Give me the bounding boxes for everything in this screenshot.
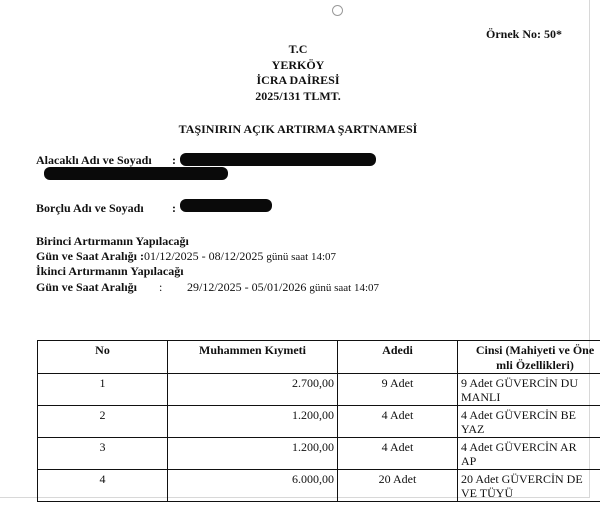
second-auction-dates: 29/12/2025 - 05/01/2026 xyxy=(187,280,307,294)
document-title: TAŞINIRIN AÇIK ARTIRMA ŞARTNAMESİ xyxy=(178,122,418,136)
header-qty: Adedi xyxy=(338,341,458,374)
row-type-line1: 20 Adet GÜVERCİN DE xyxy=(461,472,583,486)
row-value: 6.000,00 xyxy=(168,470,338,502)
second-auction-line xyxy=(36,280,137,295)
second-auction-separator: : xyxy=(159,280,163,294)
row-value: 1.200,00 xyxy=(168,406,338,438)
first-auction-separator: : xyxy=(140,249,145,263)
row-no: 1 xyxy=(38,374,168,406)
row-value: 1.200,00 xyxy=(168,438,338,470)
header-no: No xyxy=(38,341,168,374)
row-type xyxy=(458,406,600,438)
second-auction-time: günü saat 14:07 xyxy=(309,282,380,294)
table-row xyxy=(38,374,600,406)
row-type-line1: 4 Adet GÜVERCİN AR xyxy=(461,440,577,454)
row-qty: 4 Adet xyxy=(338,438,458,470)
second-auction-heading: İkinci Artırmanın Yapılacağı xyxy=(36,264,184,278)
debtor-separator: : xyxy=(172,201,176,215)
row-type xyxy=(458,470,600,502)
row-no: 3 xyxy=(38,438,168,470)
table-row xyxy=(38,470,600,502)
table-header-row xyxy=(38,341,600,374)
row-value: 2.700,00 xyxy=(168,374,338,406)
circle-icon xyxy=(332,5,343,16)
row-qty: 20 Adet xyxy=(338,470,458,502)
header-type-line2: mli Özellikleri) xyxy=(496,358,574,372)
first-auction-label: Gün ve Saat Aralığı xyxy=(36,249,138,263)
items-table xyxy=(37,340,600,502)
row-type-line2: YAZ xyxy=(461,422,485,436)
sample-number: Örnek No: 50* xyxy=(486,27,562,41)
header-type xyxy=(458,341,600,374)
row-type-line2: VE TÜYÜ xyxy=(461,486,514,500)
row-type-line1: 9 Adet GÜVERCİN DU xyxy=(461,376,578,390)
row-qty: 9 Adet xyxy=(338,374,458,406)
second-auction-label: Gün ve Saat Aralığı xyxy=(36,280,138,294)
redaction-bar xyxy=(180,153,376,166)
row-no: 4 xyxy=(38,470,168,502)
header-town: YERKÖY xyxy=(271,57,325,72)
header-office: İCRA DAİRESİ xyxy=(256,73,340,87)
header-tc: T.C xyxy=(288,42,308,56)
first-auction-dates: 01/12/2025 - 08/12/2025 xyxy=(144,249,264,263)
row-qty: 4 Adet xyxy=(338,406,458,438)
first-auction-line xyxy=(36,249,336,264)
creditor-label: Alacaklı Adı ve Soyadı xyxy=(36,153,152,167)
row-no: 2 xyxy=(38,406,168,438)
header-file-no: 2025/131 TLMT. xyxy=(255,88,341,103)
header-type-line1: Cinsi (Mahiyeti ve Öne xyxy=(475,343,595,357)
row-type-line1: 4 Adet GÜVERCİN BE xyxy=(461,408,576,422)
row-type xyxy=(458,438,600,470)
first-auction-time: günü saat 14:07 xyxy=(266,251,337,263)
row-type xyxy=(458,374,600,406)
header-value: Muhammen Kıymeti xyxy=(168,341,338,374)
row-type-line2: AP xyxy=(461,454,477,468)
redaction-bar xyxy=(44,167,228,180)
table-row xyxy=(38,438,600,470)
second-auction-values xyxy=(187,280,379,295)
table-row xyxy=(38,406,600,438)
first-auction-heading: Birinci Artırmanın Yapılacağı xyxy=(36,234,189,248)
redaction-bar xyxy=(180,199,272,212)
debtor-label: Borçlu Adı ve Soyadı xyxy=(36,201,144,215)
office-header xyxy=(0,42,596,104)
creditor-separator: : xyxy=(172,153,176,167)
row-type-line2: MANLI xyxy=(461,390,501,404)
